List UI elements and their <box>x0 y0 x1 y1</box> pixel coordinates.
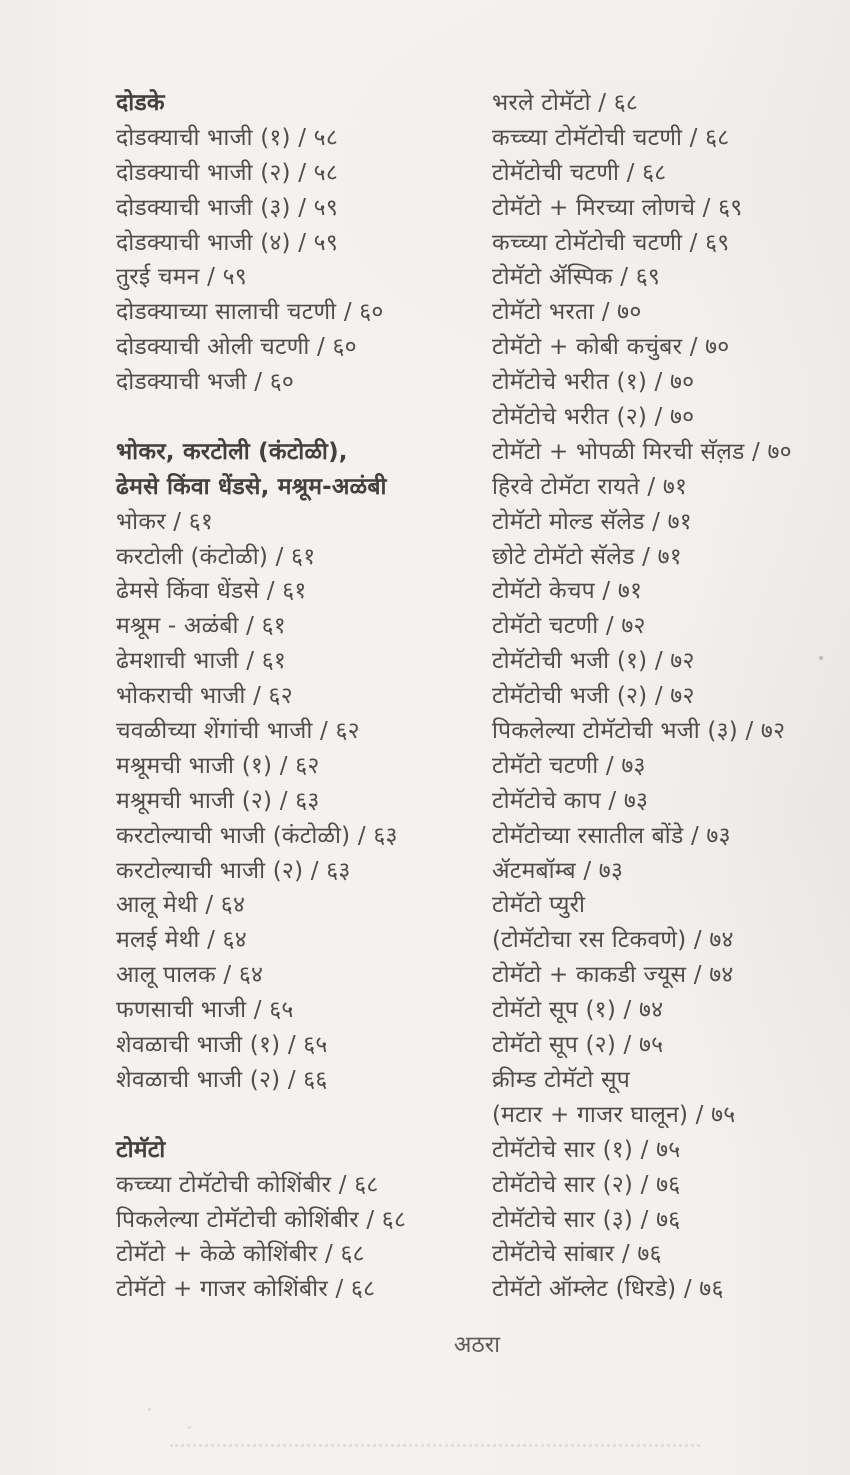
index-entry: छोटे टोमॅटो सॅलेड / ७१ <box>492 543 682 570</box>
scan-speck <box>188 1426 191 1429</box>
index-entry: दोडक्याची भाजी (४) / ५९ <box>116 229 339 256</box>
index-entry: टोमॅटोच्या रसातील बोंडे / ७३ <box>492 822 731 849</box>
index-entry: टोमॅटो ऑम्लेट (धिरडे) / ७६ <box>492 1276 724 1303</box>
index-entry: मश्रूम - अळंबी / ६१ <box>116 613 286 640</box>
scan-speck <box>148 1408 151 1411</box>
index-entry: दोडक्याची भजी / ६० <box>116 369 295 396</box>
index-section <box>116 86 484 400</box>
index-entry: कच्च्या टोमॅटोची कोशिंबीर / ६८ <box>116 1171 379 1198</box>
index-entry: (टोमॅटोचा रस टिकवणे) / ७४ <box>492 927 734 954</box>
index-entry: टोमॅटो सूप (२) / ७५ <box>492 1032 664 1059</box>
index-entry: टोमॅटो सूप (१) / ७४ <box>492 997 664 1024</box>
index-entry: फणसाची भाजी / ६५ <box>116 997 294 1024</box>
index-entry: टोमॅटोचे सार (२) / ७६ <box>492 1171 681 1198</box>
index-entry: क्रीम्ड टोमॅटो सूप <box>492 1066 631 1093</box>
index-entry: (मटार + गाजर घालून) / ७५ <box>492 1101 736 1128</box>
index-entry: टोमॅटो + केळे कोशिंबीर / ६८ <box>116 1241 365 1268</box>
section-heading: टोमॅटो <box>116 1136 166 1163</box>
index-entry: टोमॅटो ॲस्पिक / ६९ <box>492 264 661 291</box>
index-entry: पिकलेल्या टोमॅटोची भजी (३) / ७२ <box>492 718 786 745</box>
index-entry: कच्च्या टोमॅटोची चटणी / ६८ <box>492 124 730 151</box>
index-entry: पिकलेल्या टोमॅटोची कोशिंबीर / ६८ <box>116 1206 407 1233</box>
index-entry: टोमॅटो चटणी / ७२ <box>492 613 646 640</box>
index-entry: भोकराची भाजी / ६२ <box>116 683 293 710</box>
section-heading: भोकर, करटोली (कंटोळी), <box>116 438 348 465</box>
index-entry: दोडक्याच्या सालाची चटणी / ६० <box>116 299 384 326</box>
index-entry: टोमॅटो मोल्ड सॅलेड / ७१ <box>492 508 692 535</box>
index-entry: कच्च्या टोमॅटोची चटणी / ६९ <box>492 229 730 256</box>
index-entry: आलू पालक / ६४ <box>116 962 264 989</box>
index-entry: चवळीच्या शेंगांची भाजी / ६२ <box>116 718 360 745</box>
index-entry: मश्रूमची भाजी (२) / ६३ <box>116 787 320 814</box>
index-entry: दोडक्याची भाजी (१) / ५८ <box>116 124 339 151</box>
index-entry: टोमॅटो + काकडी ज्यूस / ७४ <box>492 962 734 989</box>
index-entry: टोमॅटोचे सांबार / ७६ <box>492 1241 662 1268</box>
index-entry: टोमॅटो केचप / ७१ <box>492 578 643 605</box>
index-left-column <box>116 86 484 1307</box>
page-number-word: अठरा <box>453 1332 501 1358</box>
index-entry: टोमॅटोची भजी (२) / ७२ <box>492 683 695 710</box>
index-entry: करटोल्याची भाजी (२) / ६३ <box>116 857 351 884</box>
index-entry: करटोली (कंटोळी) / ६१ <box>116 543 316 570</box>
index-section <box>116 435 484 1098</box>
index-entry: टोमॅटो + भोपळी मिरची सॅल़ड / ७० <box>492 438 792 465</box>
scan-speck <box>819 656 823 660</box>
index-entry: शेवळाची भाजी (२) / ६६ <box>116 1066 328 1093</box>
index-section <box>116 1133 484 1307</box>
index-entry: दोडक्याची भाजी (२) / ५८ <box>116 159 339 186</box>
index-entry: भोकर / ६१ <box>116 508 214 535</box>
index-entry: मलई मेथी / ६४ <box>116 927 247 954</box>
index-entry: हिरवे टोमॅटा रायते / ७१ <box>492 473 688 500</box>
section-heading: दोडके <box>116 90 165 116</box>
index-entry: टोमॅटो + कोबी कचुंबर / ७० <box>492 334 730 361</box>
index-entry: तुरई चमन / ५९ <box>116 264 247 291</box>
index-entry: टोमॅटोचे सार (१) / ७५ <box>492 1136 681 1163</box>
index-entry: टोमॅटोची भजी (१) / ७२ <box>492 648 695 675</box>
index-entry: आलू मेथी / ६४ <box>116 892 246 919</box>
index-entry: शेवळाची भाजी (१) / ६५ <box>116 1032 328 1059</box>
index-entry: टोमॅटोची चटणी / ६८ <box>492 159 667 186</box>
index-entry: टोमॅटो चटणी / ७३ <box>492 752 646 779</box>
index-entry: टोमॅटोचे भरीत (१) / ७० <box>492 369 695 396</box>
index-entry: टोमॅटोचे सार (३) / ७६ <box>492 1206 681 1233</box>
index-entry: ढेमशाची भाजी / ६१ <box>116 648 287 675</box>
index-entry: टोमॅटो + मिरच्या लोणचे / ६९ <box>492 194 743 221</box>
index-right-column <box>492 86 848 1307</box>
index-entry: टोमॅटोचे काप / ७३ <box>492 787 649 814</box>
section-heading: ढेमसे किंवा धेंडसे, मश्रूम-अळंबी <box>116 473 387 500</box>
index-entry: भरले टोमॅटो / ६८ <box>492 90 639 116</box>
index-entry: टोमॅटो प्युरी <box>492 892 586 919</box>
scan-bleedthrough-smudge <box>170 1444 700 1447</box>
index-entry: टोमॅटोचे भरीत (२) / ७० <box>492 404 695 431</box>
index-entry: ढेमसे किंवा धेंडसे / ६१ <box>116 578 307 605</box>
index-entry: दोडक्याची ओली चटणी / ६० <box>116 334 357 361</box>
index-entry: मश्रूमची भाजी (१) / ६२ <box>116 752 320 779</box>
index-entry: टोमॅटो + गाजर कोशिंबीर / ६८ <box>116 1276 376 1303</box>
index-entry: टोमॅटो भरता / ७० <box>492 299 642 326</box>
index-entry: करटोल्याची भाजी (कंटोळी) / ६३ <box>116 822 398 849</box>
index-entry: ॲटमबॉम्ब / ७३ <box>492 857 624 884</box>
index-entry: दोडक्याची भाजी (३) / ५९ <box>116 194 339 221</box>
